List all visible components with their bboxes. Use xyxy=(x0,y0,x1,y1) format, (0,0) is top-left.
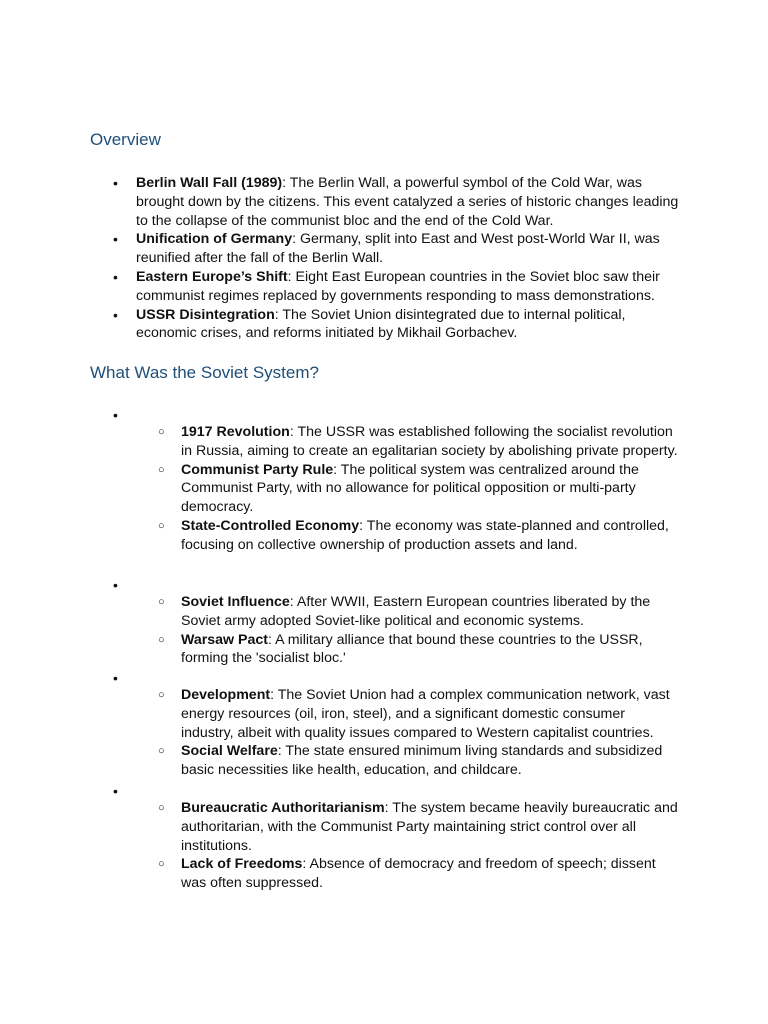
item-term: Lack of Freedoms xyxy=(181,856,303,873)
item-text: : The USSR was established following the socialist revolution in Russia, aiming to create an egalitarian society by abolishing private property. xyxy=(181,424,678,459)
item-term: Warsaw Pact xyxy=(181,631,269,648)
overview-list xyxy=(136,174,681,343)
item-term: State-Controlled Economy xyxy=(181,517,360,534)
item-term: Bureaucratic Authoritarianism xyxy=(181,800,385,816)
item-text: : A military alliance that bound these countries to the USSR, forming the 'socialist bloc.' xyxy=(181,631,643,667)
item-term: Communist Party Rule xyxy=(181,461,334,478)
item-term: USSR Disintegration xyxy=(136,306,275,323)
empty-bullet: • xyxy=(113,577,118,593)
item-term: Eastern Europe’s Shift xyxy=(136,268,288,285)
item-text: : The economy was state-planned and controlled, focusing on collective ownership of production assets and land. xyxy=(181,517,669,553)
overview-heading: Overview xyxy=(90,130,161,149)
item-term: Berlin Wall Fall (1989) xyxy=(136,175,283,191)
list-item xyxy=(136,230,681,268)
list-item xyxy=(181,423,681,461)
list-item xyxy=(181,517,681,555)
list-item xyxy=(181,631,681,669)
sub-list xyxy=(181,593,681,668)
empty-bullet: • xyxy=(113,783,118,799)
item-text: : Absence of democracy and freedom of speech; dissent was often suppressed. xyxy=(181,856,656,892)
item-text: : Eight East European countries in the Soviet bloc saw their communist regimes replaced by governments responding to mass demonstrations. xyxy=(136,268,660,304)
sub-list xyxy=(181,423,681,555)
item-term: Soviet Influence xyxy=(181,594,290,610)
item-text: : After WWII, Eastern European countries liberated by the Soviet army adopted Soviet-like political and economic systems. xyxy=(181,594,651,629)
item-term: Social Welfare xyxy=(181,743,278,760)
sub-list xyxy=(181,799,681,893)
list-item xyxy=(181,686,681,742)
list-item xyxy=(136,306,681,344)
sub-list xyxy=(181,686,681,780)
item-text: : The Soviet Union disintegrated due to internal political, economic crises, and reforms initiated by Mikhail Gorbachev. xyxy=(136,306,626,342)
empty-bullet: • xyxy=(113,407,118,423)
list-item xyxy=(181,461,681,517)
item-text: : The state ensured minimum living standards and subsidized basic necessities like health, education, and childcare. xyxy=(181,743,663,779)
list-item xyxy=(181,799,681,855)
item-text: : The political system was centralized around the Communist Party, with no allowance for political opposition or multi-party democracy. xyxy=(181,461,639,516)
list-item xyxy=(181,855,681,893)
item-term: 1917 Revolution xyxy=(181,424,290,440)
item-term: Development xyxy=(181,687,271,703)
item-text: : Germany, split into East and West post-World War II, was reunified after the fall of the Berlin Wall. xyxy=(136,231,660,267)
list-item xyxy=(181,742,681,780)
item-text: : The Berlin Wall, a powerful symbol of the Cold War, was brought down by the citizens. This event catalyzed a series of historic changes leading to the collapse of the communist bloc and the end of the Cold War. xyxy=(136,175,679,229)
item-term: Unification of Germany xyxy=(136,231,293,248)
list-item xyxy=(136,174,681,230)
list-item xyxy=(136,268,681,306)
list-item xyxy=(181,593,681,631)
empty-bullet: • xyxy=(113,670,118,686)
item-text: : The Soviet Union had a complex communication network, vast energy resources (oil, iron, steel), and a significant domestic consumer industry, albeit with quality issues compared to Western capitalist countries. xyxy=(181,687,670,741)
item-text: : The system became heavily bureaucratic and authoritarian, with the Communist Party maintaining strict control over all institutions. xyxy=(181,800,678,854)
soviet-system-heading: What Was the Soviet System? xyxy=(90,363,319,382)
